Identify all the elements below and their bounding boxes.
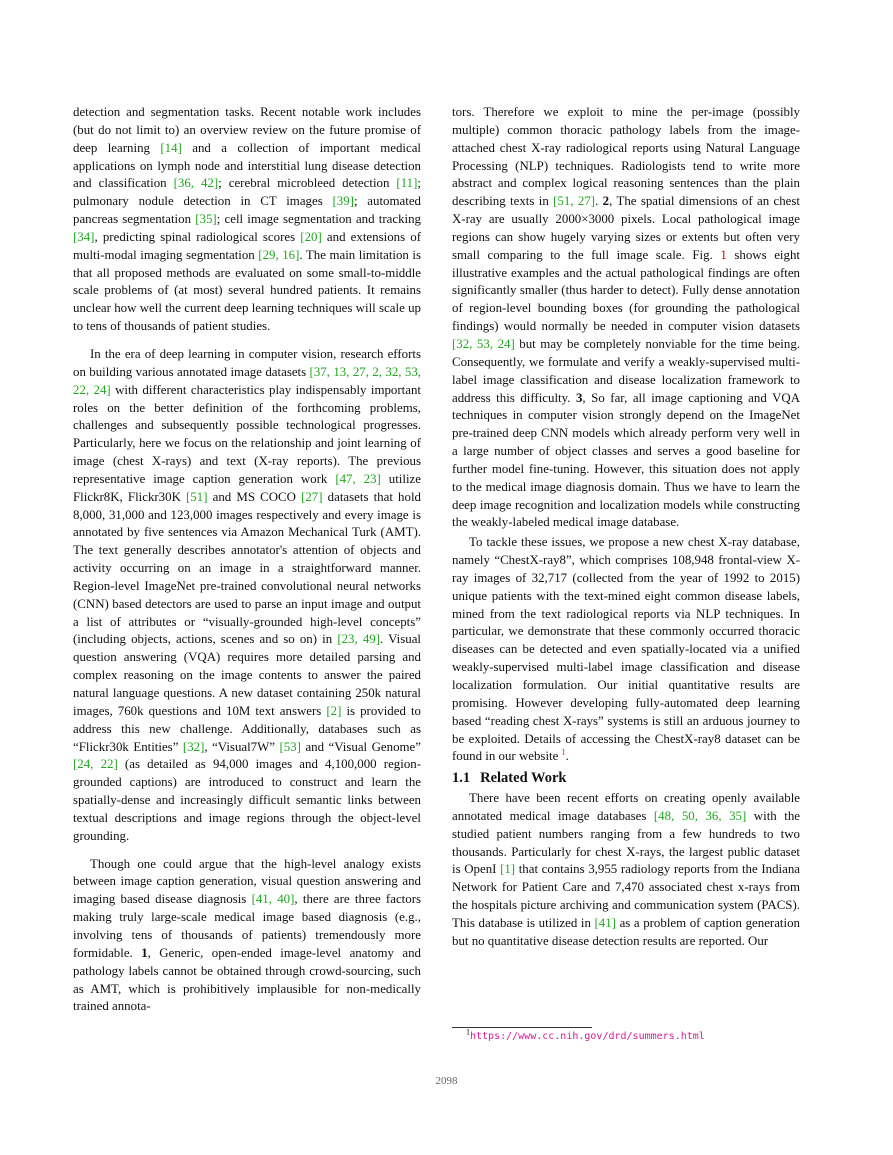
text: To tackle these issues, we propose a new chest X-ray database, namely “ChestX-ray8”, which comprises 108,948 frontal-view X-ray images of 32,717 (collected from the year of 1992 to 2015) unique patients with the text-mined eight common disease labels, mined from the text radiological reports via NLP techniques. In particular, we demonstrate that these commonly occurred thoracic diseases can be detected and even spatially-located via a unified weakly-supervised multi-label image classification and disease localization formulation. Our initial quantitative results are promising. However developing fully-automated deep learning based “reading chest X-rays” systems is still an arduous journey to be exploited. Details of accessing the ChestX-ray8 dataset can be found in our website xyxy=(452,535,800,764)
citation-link[interactable]: [48, 50, 36, 35] xyxy=(653,808,747,823)
figure-link[interactable]: 1 xyxy=(720,247,727,262)
text: ; cerebral microbleed detection xyxy=(218,176,397,191)
text: but may be completely nonviable for the time being. Consequently, we formulate and verify a weakly-supervised multi-label image classification and disease localization framework to address this difficulty. xyxy=(452,336,800,405)
text: , there are three factors making truly large-scale medical image based diagnosis (e.g., involving tens of thousands of patients) tremendously more formidable. xyxy=(73,892,422,960)
text: and MS COCO xyxy=(207,489,302,504)
paragraph xyxy=(73,856,421,1017)
citation-link[interactable]: [29, 16] xyxy=(258,247,300,262)
paragraph xyxy=(73,346,421,846)
footnote-link[interactable]: 1 xyxy=(561,748,566,758)
section-heading xyxy=(452,770,800,788)
citation-link[interactable]: [24, 22] xyxy=(73,757,118,772)
citation-link[interactable]: [20] xyxy=(300,229,322,244)
text: , The spatial dimensions of an chest X-ray are usually xyxy=(452,194,800,227)
citation-link[interactable]: [11] xyxy=(396,176,418,191)
text: , So far, all image captioning and VQA techniques in computer vision strongly depend on the ImageNet pre-trained deep CNN models which already perform very well in a large number of object classes and serves a good baseline for further model fine-tuning. However, this situation does not apply to the medical image diagnosis domain. Thus we have to learn the deep image recognition and localization models while constructing the weakly-labeled medical image database. xyxy=(452,390,800,530)
footnote-mark: 1 xyxy=(466,1027,470,1037)
text: ; automated pancreas segmentation xyxy=(73,194,421,227)
text: as a problem of caption generation but no quantitative disease detection results are reported. Our xyxy=(452,915,800,948)
citation-link[interactable]: [47, 23] xyxy=(335,471,381,486)
text: . The main limitation is that all proposed methods are evaluated on some small-to-middle scale problems of (at most) several hundred patients. It remains unclear how well the current deep learning techniques will scale up to tens of thousands of patient studies. xyxy=(73,247,421,334)
text: , predicting spinal radiological scores xyxy=(94,229,301,244)
citation-link[interactable]: [34] xyxy=(73,229,95,244)
paragraph xyxy=(452,790,800,951)
footnote-divider xyxy=(452,1027,592,1028)
citation-link[interactable]: [2] xyxy=(326,703,342,718)
section-title: Related Work xyxy=(480,770,567,787)
text: . Visual question answering (VQA) requires more detailed parsing and complex reasoning on the image contents to answer the paired natural language questions. A new dataset containing 250k natural images, 760k questions and 10M text answers xyxy=(73,632,422,718)
footnote-url-link[interactable]: https://www.cc.nih.gov/drd/summers.html xyxy=(470,1031,705,1042)
footnote xyxy=(466,1027,705,1042)
text: and a collection of important medical applications on lymph node and interstitial lung disease detection and classification xyxy=(73,140,422,191)
text: tors. Therefore we exploit to mine the per-image (possibly multiple) common thoracic pathology labels from the image-attached chest X-ray radiological reports using Natural Language Processing (NLP) techniques. Radiologists tend to write more abstract and complex logical reasoning sentences than the plain describing texts in xyxy=(452,105,800,209)
factor-number: 2 xyxy=(602,194,610,209)
citation-link[interactable]: [32] xyxy=(182,739,205,754)
text: . xyxy=(565,749,569,764)
citation-link[interactable]: [51, 27] xyxy=(553,194,596,209)
text: datasets that hold 8,000, 31,000 and 123,000 images respectively and every image is annotated by five sentences via Amazon Mechanical Turk (AMT). The text generally describes annotator's attention of objects and activity occurring on an image in a straightforward manner. Region-level ImageNet pre-trained convolutional neural networks (CNN) based detectors are used to parse an input image and output a list of attributes or “visually-grounded high-level concepts” (including objects, actions, scenes and so on) in xyxy=(73,489,421,647)
text: pixels. Local pathological image regions can show hugely varying sizes or extents but often very small comparing to the full image scale. Fig. xyxy=(452,212,801,262)
math-dimension: 2000×3000 xyxy=(555,212,615,227)
citation-link[interactable]: [41] xyxy=(594,915,616,930)
text: ; cell image segmentation and tracking xyxy=(216,212,421,227)
citation-link[interactable]: [37, 13, 27, 2, 32, 53, 22, 24] xyxy=(73,364,422,397)
text: ; pulmonary nodule detection in CT images xyxy=(73,176,421,209)
paragraph xyxy=(73,104,421,336)
text: shows eight illustrative examples and the actual pathological findings are often significantly smaller (thus harder to detect). Fully dense annotation of region-level bounding boxes (for grounding the pathological findings) would normally be needed in computer vision datasets xyxy=(452,247,800,334)
page-number: 2098 xyxy=(435,1075,458,1087)
text: . xyxy=(595,194,603,209)
citation-link[interactable]: [23, 49] xyxy=(337,632,381,647)
text: , Generic, open-ended image-level anatomy and pathology labels cannot be obtained through crowd-sourcing, such as AMT, which is prohibitively implausible for non-medically trained annota- xyxy=(73,945,421,1014)
paragraph xyxy=(452,534,800,766)
text: and “Visual Genome” xyxy=(300,739,422,754)
left-column xyxy=(73,104,421,1026)
citation-link[interactable]: [35] xyxy=(195,212,217,227)
factor-number: 1 xyxy=(141,945,148,960)
paragraph xyxy=(452,104,800,532)
section-number: 1.1 xyxy=(452,770,471,787)
text: Though one could argue that the high-level analogy exists between image caption generation, visual question answering and imaging based disease diagnosis xyxy=(73,856,421,907)
citation-link[interactable]: [14] xyxy=(160,140,182,155)
citation-link[interactable]: [36, 42] xyxy=(173,176,219,191)
right-column xyxy=(452,104,800,961)
text: and extensions of multi-modal imaging segmentation xyxy=(73,229,421,262)
text: utilize Flickr8K, Flickr30K xyxy=(73,471,421,504)
text: In the era of deep learning in computer vision, research efforts on building various annotated image datasets xyxy=(73,346,421,379)
citation-link[interactable]: [41, 40] xyxy=(251,892,295,907)
citation-link[interactable]: [1] xyxy=(500,862,516,877)
citation-link[interactable]: [32, 53, 24] xyxy=(452,336,515,351)
citation-link[interactable]: [53] xyxy=(279,739,301,754)
text: , “Visual7W” xyxy=(204,739,280,754)
citation-link[interactable]: [39] xyxy=(332,194,354,209)
text: that contains 3,955 radiology reports from the Indiana Network for Patient Care and 7,470 associated chest x-rays from the hospitals picture archiving and communication system (PACS). This database is utilized in xyxy=(452,862,800,930)
text: (as detailed as 94,000 images and 4,100,000 region-grounded captions) are introduced to construct and learn the spatially-dense and increasingly difficult semantic links between textual descriptions and image regions through the object-level grounding. xyxy=(73,757,422,843)
text: There have been recent efforts on creating openly available annotated medical image databases xyxy=(452,791,800,823)
citation-link[interactable]: [51] xyxy=(186,489,208,504)
factor-number: 3 xyxy=(575,390,583,405)
text: detection and segmentation tasks. Recent notable work includes (but do not limit to) an overview review on the future promise of deep learning xyxy=(73,105,421,155)
citation-link[interactable]: [27] xyxy=(301,489,323,504)
text: is provided to address this new challenge. Additionally, databases such as “Flickr30k Entities” xyxy=(73,703,421,754)
text: with different characteristics play indispensably important roles on the better definition of the forthcoming problems, challenges and subsequently possible technological progresses. Particularly, here we focus on the relationship and joint learning of image (chest X-rays) and text (X-ray reports). The previous representative image caption generation work xyxy=(73,382,421,486)
text: with the studied patient numbers ranging from a few hundreds to two thousands. Particularly for chest X-rays, the largest public dataset is OpenI xyxy=(452,808,800,877)
